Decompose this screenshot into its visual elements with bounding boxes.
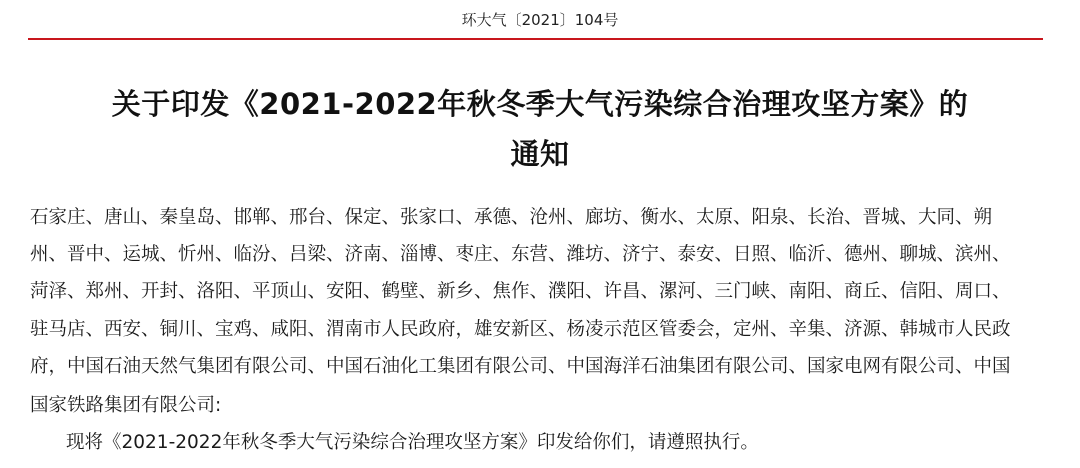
recipients-line-5: 府，中国石油天然气集团有限公司、中国石油化工集团有限公司、中国海洋石油集团有限公司、国家电网有限公司、中国 (30, 356, 1011, 377)
document-number: 环大气〔2021〕104号 (461, 11, 619, 29)
recipients-line-2: 州、晋中、运城、忻州、临汾、吕梁、济南、淄博、枣庄、东营、潍坊、济宁、泰安、日照、临沂、德州、聊城、滨州、 (30, 244, 1011, 265)
body-paragraph: 现将《2021-2022年秋冬季大气污染综合治理攻坚方案》印发给你们，请遵照执行。 (66, 432, 759, 453)
recipients-line-6: 国家铁路集团有限公司: (30, 395, 222, 416)
recipients-line-4: 驻马店、西安、铜川、宝鸡、咸阳、渭南市人民政府，雄安新区、杨凌示范区管委会，定州、辛集、济源、韩城市人民政 (30, 319, 1011, 340)
document-title-line-2: 通知 (510, 137, 570, 171)
recipients-line-3: 菏泽、郑州、开封、洛阳、平顶山、安阳、鹤壁、新乡、焦作、濮阳、许昌、漯河、三门峡、南阳、商丘、信阳、周口、 (30, 281, 1011, 302)
document-title-line-1: 关于印发《2021-2022年秋冬季大气污染综合治理攻坚方案》的 (111, 87, 969, 121)
red-header-rule (28, 38, 1043, 40)
recipients-line-1: 石家庄、唐山、秦皇岛、邯郸、邢台、保定、张家口、承德、沧州、廊坊、衡水、太原、阳泉、长治、晋城、大同、朔 (30, 207, 993, 228)
